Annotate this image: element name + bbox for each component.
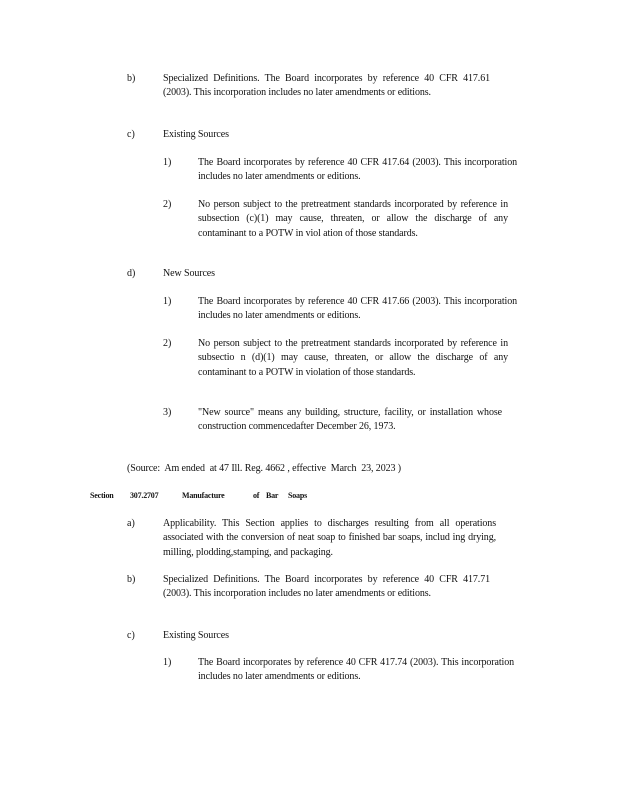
paragraph-new-source-definition: "New source" means any building, structure, facility, or installation whose construction commencedafter December 26, 1973. [198,407,502,433]
item-label: 3) [163,407,172,418]
section-number: 307.2707 [130,491,159,500]
item-label: 2) [163,338,172,349]
item-label: 2) [163,199,172,210]
item-label: c) [127,630,135,641]
item-label: 1) [163,296,172,307]
source-note: (Source: Am ended at 47 Ill. Reg. 4662 , effective March 23, 2023 ) [127,463,402,474]
section-word: Section [90,491,114,500]
item-label: 1) [163,657,172,668]
subheading-new-sources: New Sources [163,268,215,279]
paragraph-applicability: Applicability. This Section applies to discharges resulting from all operations associated with the conversion of neat soap to finished bar soaps, includ ing drying, milling, plodding,stamping, and packaging. [163,518,496,558]
paragraph-specialized-definitions-2: Specialized Definitions. The Board incorporates by reference 40 CFR 417.71 (2003). This incorporation includes no later amendments or editions. [163,574,490,600]
paragraph-new-prohibition: No person subject to the pretreatment standards incorporated by reference in subsectio n (d)(1) may cause, threaten, or allow the discharge of any contaminant to a POTW in violation of those standards. [198,338,508,378]
section-title-word: Soaps [288,491,308,500]
paragraph-specialized-definitions: Specialized Definitions. The Board incorporates by reference 40 CFR 417.61 (2003). This incorporation includes no later amendments or editions. [163,73,490,99]
section-heading [90,491,320,503]
item-label: b) [127,574,136,585]
section-title-word: Manufacture [182,491,225,500]
item-label: 1) [163,157,172,168]
section-title-word: of [253,491,260,500]
paragraph-new-incorporation: The Board incorporates by reference 40 CFR 417.66 (2003). This incorporation includes no later amendments or editions. [198,296,517,322]
paragraph-existing-incorporation-2: The Board incorporates by reference 40 CFR 417.74 (2003). This incorporation includes no later amendments or editions. [198,657,514,683]
subheading-existing-sources: Existing Sources [163,129,229,140]
item-label: b) [127,73,136,84]
item-label: d) [127,268,136,279]
subheading-existing-sources-2: Existing Sources [163,630,229,641]
section-title-word: Bar [266,491,279,500]
paragraph-existing-prohibition: No person subject to the pretreatment standards incorporated by reference in subsection (c)(1) may cause, threaten, or allow the discharge of any contaminant to a POTW in viol ation of those standards. [198,199,508,239]
paragraph-existing-incorporation: The Board incorporates by reference 40 CFR 417.64 (2003). This incorporation includes no later amendments or editions. [198,157,517,183]
item-label: a) [127,518,135,529]
item-label: c) [127,129,135,140]
